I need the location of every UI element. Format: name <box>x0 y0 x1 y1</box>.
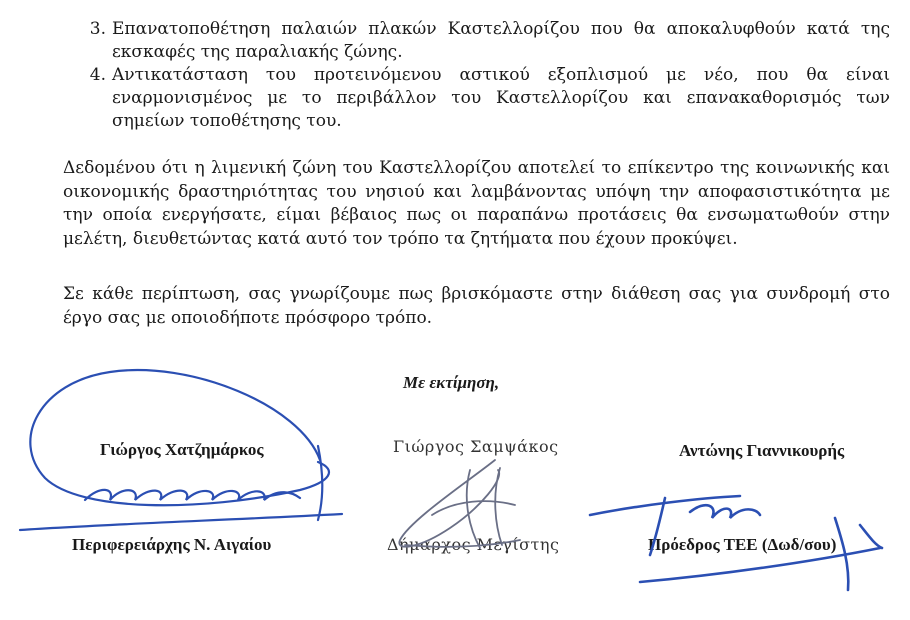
signatory-role: Περιφερειάρχης Ν. Αιγαίου <box>72 535 272 554</box>
list-item-text: Επανατοποθέτηση παλαιών πλακών Καστελλορίζου που θα αποκαλυφθούν κατά της εκσκαφές της παραλιακής ζώνης. <box>112 19 890 62</box>
numbered-list <box>70 18 890 133</box>
signatory-role: Δήμαρχος Μεγίστης <box>387 535 560 554</box>
body-paragraph: Σε κάθε περίπτωση, σας γνωρίζουμε πως βρισκόμαστε στην διάθεση σας για συνδρομή στο έργο σας με οποιοδήποτε πρόσφορο τρόπο. <box>63 284 890 328</box>
list-item-number: 4. <box>89 65 106 85</box>
list-item <box>70 64 890 133</box>
signatory-name: Γιώργος Χατζημάρκος <box>100 440 264 459</box>
signatory-role: Πρόεδρος ΤΕΕ (Δωδ/σου) <box>648 535 837 554</box>
signatory-name: Γιώργος Σαμψάκος <box>393 437 559 456</box>
list-item <box>70 18 890 64</box>
list-item-text: Αντικατάσταση του προτεινόμενου αστικού εξοπλισμού με νέο, που θα είναι εναρμονισμένος με το περιβάλλον του Καστελλορίζου και επανακαθορισμός των σημείων τοποθέτησης του. <box>112 65 890 131</box>
closing-salutation: Με εκτίμηση, <box>403 373 500 392</box>
body-paragraph: Δεδομένου ότι η λιμενική ζώνη του Καστελλορίζου αποτελεί το επίκεντρο της κοινωνικής και οικονομικής δραστηριότητας του νησιού και λαμβάνοντας υπόψη την αποφασιστικότητα με την οποία ενεργήσατε, είμαι βέβαιος πως οι παραπάνω προτάσεις θα ενσωματωθούν στην μελέτη, διευθετώντας κατά αυτό τον τρόπο τα ζητήματα που έχουν προκύψει. <box>63 158 890 249</box>
list-item-number: 3. <box>89 19 106 39</box>
signatory-name: Αντώνης Γιαννικουρής <box>679 441 845 460</box>
